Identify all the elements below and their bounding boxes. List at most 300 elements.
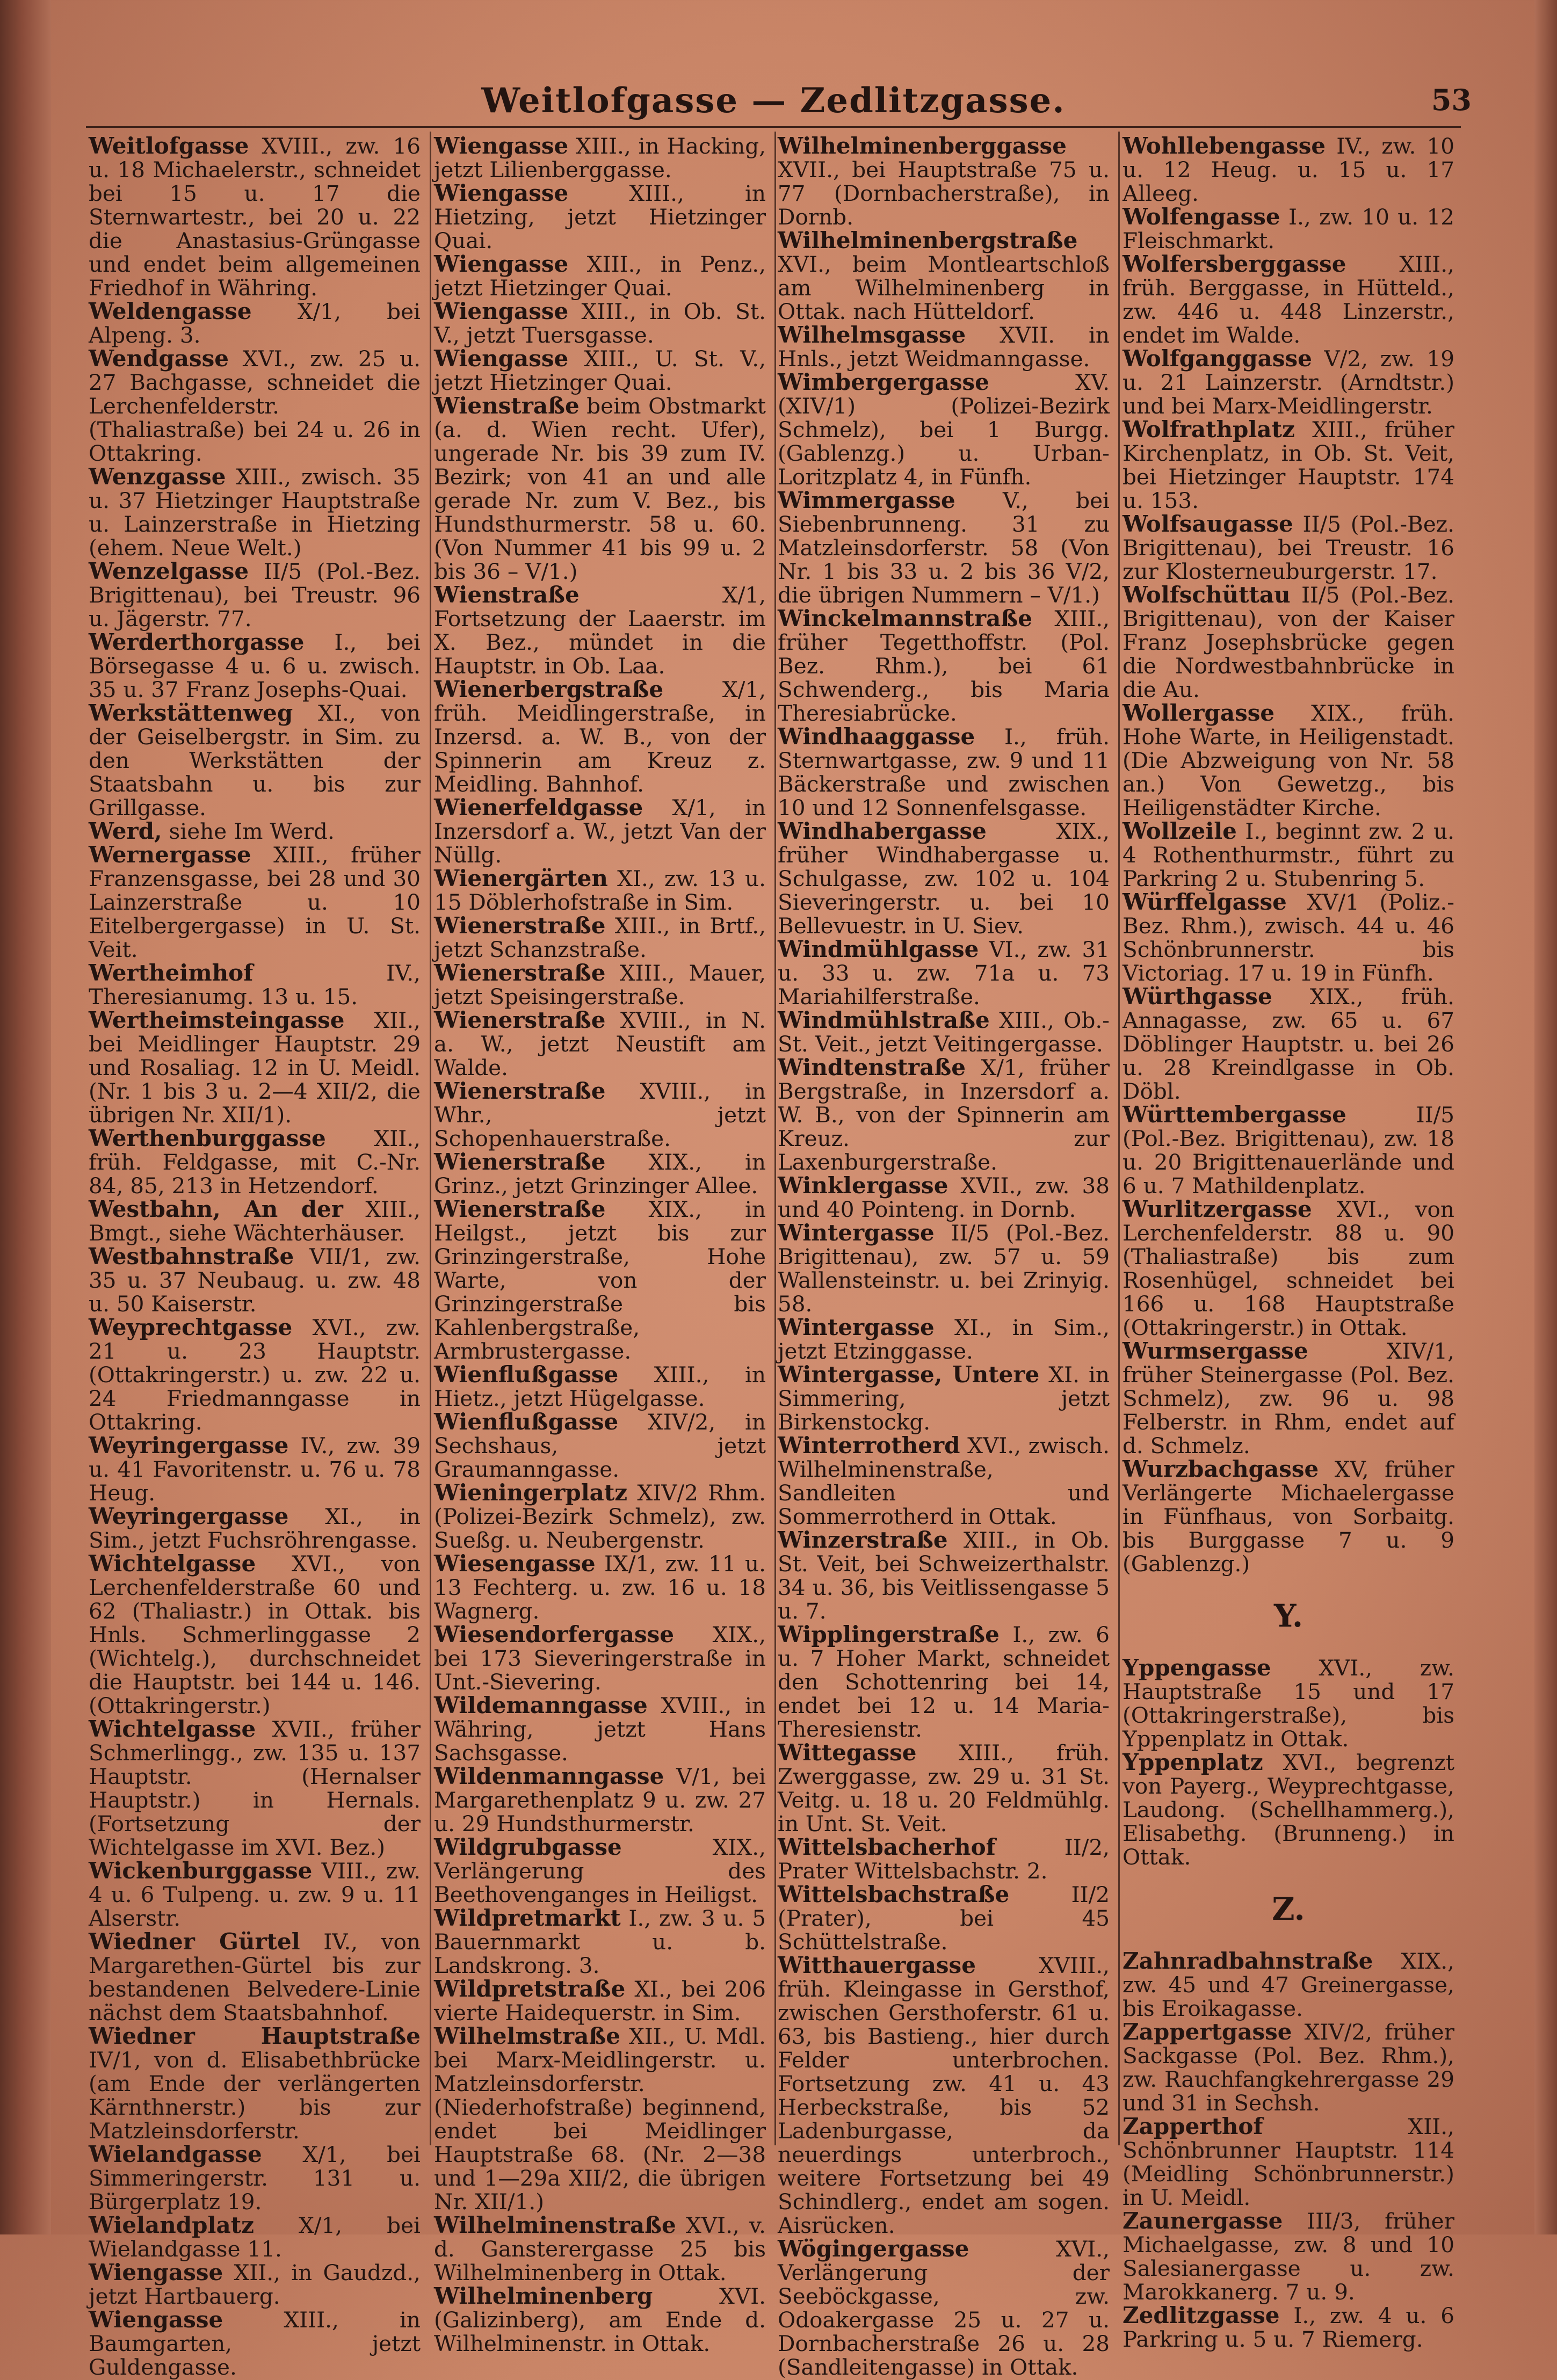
- street-description: XVI., zw. 21 u. 23 Hauptstr. (Ottakringerstr.) u. zw. 22 u. 24 Friedmanngasse in Ottakring.: [89, 1315, 421, 1435]
- street-entry: [1123, 2020, 1454, 2115]
- street-description: XVII., bei Hauptstraße 75 u. 77 (Dornbacherstraße), in Dornb.: [778, 157, 1110, 230]
- street-name: Wildemanngasse: [434, 1692, 648, 1718]
- street-description: XIII., in Hietzing, jetzt Hietzinger Quai.: [434, 180, 766, 253]
- street-name: Wilhelmsgasse: [778, 322, 966, 348]
- street-entry: [1123, 2209, 1454, 2304]
- street-name: Wienerstraße: [434, 1078, 606, 1104]
- street-entry: [434, 182, 766, 252]
- street-name: Yppengasse: [1123, 1655, 1271, 1681]
- street-description: XI., in Sim., jetzt Etzinggasse.: [778, 1315, 1110, 1364]
- street-name: Wielandplatz: [89, 2212, 254, 2238]
- street-description: IV., von Margarethen-Gürtel bis zur bestandenen Belvedere-Linie nächst dem Staatsbahnhof.: [89, 1929, 421, 2026]
- street-description: II/2 (Prater), bei 45 Schüttelstraße.: [778, 1882, 1110, 1955]
- street-entry: [434, 300, 766, 347]
- street-name: Winterrotherd: [778, 1432, 960, 1459]
- street-description: XIII., Mauer, jetzt Speisingerstraße.: [434, 960, 766, 1010]
- street-name: Wertheimhof: [89, 960, 254, 986]
- street-name: Württembergasse: [1123, 1101, 1346, 1128]
- street-entry: [1123, 985, 1454, 1103]
- street-description: XIII., in Baumgarten, jetzt Guldengasse.: [89, 2307, 421, 2380]
- street-description: X/1, bei Simmeringerstr. 131 u. Bürgerplatz 19.: [89, 2142, 421, 2215]
- street-description: I., zw. 6 u. 7 Hoher Markt, schneidet den Schottenring bei 14, endet bei 12 u. 14 Maria-Theresienstr.: [778, 1622, 1110, 1742]
- street-name: Weyringergasse: [89, 1503, 289, 1529]
- street-description: X/1, in Inzersdorf a. W., jetzt Van der Nüllg.: [434, 795, 766, 868]
- street-description: XIII., früher Tegetthoffstr. (Pol. Bez. Rhm.), bei 61 Schwenderg., bis Maria Theresiabrücke.: [778, 606, 1110, 726]
- street-name: Wernergasse: [89, 841, 251, 868]
- street-name: Windmühlgasse: [778, 936, 979, 962]
- street-entry: [434, 1552, 766, 1623]
- street-entry: [89, 347, 421, 465]
- street-name: Werthenburggasse: [89, 1125, 326, 1151]
- street-entry: [778, 371, 1110, 489]
- street-entry: [434, 1694, 766, 1765]
- street-description: X/1, bei Alpeng. 3.: [89, 299, 421, 348]
- street-description: XIII., früh. Zwerggasse, zw. 29 u. 31 St. Veitg. u. 18 u. 20 Feldmühlg. in Unt. St. Veit.: [778, 1740, 1110, 1837]
- street-description: X/1, früher Bergstraße, in Inzersdorf a. W. B., von der Spinnerin am Kreuz. zur Laxenburgerstraße.: [778, 1055, 1110, 1175]
- street-entry: [434, 394, 766, 583]
- street-name: Wienflußgasse: [434, 1409, 619, 1435]
- street-name: Wurlitzergasse: [1123, 1196, 1312, 1222]
- street-entry: [89, 1316, 421, 1434]
- street-entry: [434, 2025, 766, 2214]
- street-description: IV., Theresianumg. 13 u. 15.: [89, 960, 421, 1010]
- street-name: Wurmsergasse: [1123, 1338, 1308, 1364]
- street-description: XIII., früher Franzensgasse, bei 28 und 30 Lainzerstraße u. 10 Eitelbergergasse) in U. St. Veit.: [89, 842, 421, 962]
- street-entry: [778, 725, 1110, 819]
- street-name: Wimbergergasse: [778, 369, 989, 395]
- street-entry: [434, 1410, 766, 1481]
- street-entry: [778, 1056, 1110, 1174]
- street-description: I., zw. 10 u. 12 Fleischmarkt.: [1123, 204, 1454, 253]
- street-entry: [89, 465, 421, 560]
- street-entry: [89, 843, 421, 961]
- street-entry: [89, 1198, 421, 1245]
- street-name: Wienerbergstraße: [434, 676, 664, 702]
- street-entry: [89, 1008, 421, 1127]
- street-description: XVII., früher Schmerlingg., zw. 135 u. 137 Hauptstr. (Hernalser Hauptstr.) in Hernals. (Fortsetzung der Wichtelgasse im XVI. Bez.): [89, 1716, 421, 1860]
- street-name: Wienflußgasse: [434, 1361, 619, 1388]
- street-name: Zappertgasse: [1123, 2019, 1292, 2045]
- street-entry: [778, 1434, 1110, 1528]
- street-entry: [89, 1930, 421, 2025]
- street-description: IV., zw. 39 u. 41 Favoritenstr. u. 76 u. 78 Heug.: [89, 1433, 421, 1506]
- street-name: Wilhelminenbergstraße: [778, 227, 1078, 253]
- street-name: Zaunergasse: [1123, 2208, 1283, 2234]
- street-name: Wolfsaugasse: [1123, 511, 1293, 537]
- street-name: Würthgasse: [1123, 983, 1272, 1010]
- street-description: XII., U. Mdl. bei Marx-Meidlingerstr. u. Matzleinsdorferstr. (Niederhofstraße) beginnend, endet bei Meidlinger Hauptstraße 68. (Nr. 2—38 und 1—29a XII/2, die übrigen Nr. XII/1.): [434, 2023, 766, 2215]
- street-entry: [434, 1079, 766, 1150]
- street-name: Wilhelminenberg: [434, 2283, 653, 2309]
- street-entry: [89, 1245, 421, 1316]
- street-name: Windhabergasse: [778, 818, 987, 844]
- street-entry: [434, 914, 766, 961]
- street-description: XI., zw. 13 u. 15 Döblerhofstraße in Sim.: [434, 866, 766, 915]
- street-name: Winklergasse: [778, 1172, 948, 1199]
- street-description: XVIII., in Whr., jetzt Schopenhauerstraße.: [434, 1078, 766, 1151]
- street-name: Wittegasse: [778, 1739, 917, 1766]
- running-head: Weitlofgasse — Zedlitzgasse.: [481, 81, 1066, 121]
- street-entry: [434, 1765, 766, 1835]
- street-entry: [434, 796, 766, 867]
- street-entry: [89, 630, 421, 701]
- street-name: Wildpretmarkt: [434, 1905, 621, 1931]
- street-entry: [89, 1717, 421, 1859]
- street-name: Winckelmannstraße: [778, 605, 1033, 632]
- street-name: Wiengasse: [89, 2259, 223, 2285]
- street-name: Wildenmanngasse: [434, 1763, 664, 1789]
- street-name: Wiesendorfergasse: [434, 1621, 675, 1648]
- street-entry: [434, 1481, 766, 1552]
- street-entry: [434, 1198, 766, 1363]
- street-name: Wiengasse: [434, 180, 569, 206]
- street-description: I., zw. 3 u. 5 Bauernmarkt u. b. Landskrong. 3.: [434, 1905, 766, 1978]
- street-name: Wielandgasse: [89, 2141, 262, 2167]
- street-name: Wintergasse, Untere: [778, 1361, 1040, 1388]
- street-name: Wilhelminenstraße: [434, 2212, 676, 2238]
- street-name: Wienerstraße: [434, 1149, 606, 1175]
- street-description: beim Obstmarkt (a. d. Wien recht. Ufer), ungerade Nr. bis 39 zum IV. Bezirk; von 41 an und alle gerade Nr. zum V. Bez., bis Hundsthurmerstr. 58 u. 60. (Von Nummer 41 bis 99 u. 2 bis 36 – V/1.): [434, 393, 766, 584]
- street-name: Würffelgasse: [1123, 889, 1287, 915]
- street-entry: [1123, 701, 1454, 819]
- street-description: XI., in Sim., jetzt Fuchsröhrengasse.: [89, 1504, 421, 1553]
- street-name: Wenzgasse: [89, 463, 226, 490]
- street-description: V/2, zw. 19 u. 21 Lainzerstr. (Arndtstr.) und bei Marx-Meidlingerstr.: [1123, 346, 1454, 419]
- street-entry: [1123, 512, 1454, 583]
- street-description: XVI., v. d. Gansterergasse 25 bis Wilhelminenberg in Ottak.: [434, 2212, 766, 2285]
- page-gutter-left: [0, 0, 51, 2234]
- street-entry: [778, 1528, 1110, 1623]
- street-name: Wollzeile: [1123, 818, 1237, 844]
- street-entry: [778, 1316, 1110, 1363]
- street-entry: [1123, 1751, 1454, 1869]
- street-entry: [1123, 252, 1454, 347]
- column-3: [778, 133, 1110, 2380]
- street-description: II/5 (Pol.-Bez. Brigittenau), von der Kaiser Franz Josephsbrücke gegen die Nordwestbahnbrücke in die Au.: [1123, 582, 1454, 702]
- street-description: II/2, Prater Wittelsbachstr. 2.: [778, 1834, 1110, 1884]
- street-name: Wildgrubgasse: [434, 1834, 622, 1860]
- street-name: Witthauergasse: [778, 1952, 976, 1978]
- street-entry: [778, 938, 1110, 1008]
- street-name: Wendgasse: [89, 345, 229, 372]
- street-entry: [1123, 418, 1454, 512]
- street-entry: [778, 1008, 1110, 1056]
- street-entry: [778, 1883, 1110, 1954]
- street-entry: [434, 1623, 766, 1694]
- street-description: II/5 (Pol.-Bez. Brigittenau), bei Treustr. 96 u. Jägerstr. 77.: [89, 558, 421, 632]
- street-description: XVI., zw. 25 u. 27 Bachgasse, schneidet die Lerchenfelderstr. (Thaliastraße) bei 24 u. 26 in Ottakring.: [89, 346, 421, 466]
- street-entry: [434, 2284, 766, 2355]
- street-description: XIII., U. St. V., jetzt Hietzinger Quai.: [434, 346, 766, 395]
- street-description: XIX., bei 173 Sieveringerstraße in Unt.-Sievering.: [434, 1622, 766, 1695]
- street-name: Zapperthof: [1123, 2113, 1263, 2139]
- street-name: Wurzbachgasse: [1123, 1456, 1319, 1482]
- street-name: Wienerstraße: [434, 1007, 606, 1033]
- street-entry: [778, 1835, 1110, 1883]
- street-entry: [1123, 1949, 1454, 2020]
- street-description: XII., in Gaudzd., jetzt Hartbauerg.: [89, 2260, 421, 2309]
- street-entry: [1123, 1656, 1454, 1751]
- street-description: XVIII., früh. Kleingasse in Gersthof, zwischen Gersthoferstr. 61 u. 63, bis Bastieng., hier durch Felder unterbrochen. Fortsetzung zw. 41 u. 43 Herbeckstraße, bis 52 Ladenburgasse, da neuerdings unterbroch., weitere Fortsetzung bei 49 Schindlerg., endet am sogen. Aisrücken.: [778, 1953, 1110, 2238]
- street-entry: [434, 2214, 766, 2284]
- street-name: Wimmergasse: [778, 487, 955, 513]
- street-entry: [1123, 583, 1454, 701]
- street-description: V/1, bei Margarethenplatz 9 u. zw. 27 u. 29 Hundsthurmerstr.: [434, 1764, 766, 1837]
- street-name: Wipplingerstraße: [778, 1621, 1000, 1648]
- street-description: I., zw. 4 u. 6 Parkring u. 5 u. 7 Riemerg.: [1123, 2303, 1454, 2352]
- street-entry: [434, 134, 766, 182]
- street-description: XVI., begrenzt von Payerg., Weyprechtgasse, Laudong. (Schellhammerg.), Elisabethg. (Brunneng.) in Ottak.: [1123, 1750, 1454, 1870]
- street-entry: [778, 1741, 1110, 1835]
- street-description: XIII., zwisch. 35 u. 37 Hietzinger Hauptstraße u. Lainzerstraße in Hietzing (ehem. Neue Welt.): [89, 464, 421, 561]
- street-entry: [1123, 1339, 1454, 1457]
- street-entry: [89, 2308, 421, 2379]
- street-description: XIX., Verlängerung des Beethovenganges in Heiligst.: [434, 1834, 766, 1907]
- street-description: XIV/2, in Sechshaus, jetzt Graumanngasse.: [434, 1409, 766, 1482]
- street-name: Wichtelgasse: [89, 1550, 256, 1577]
- street-entry: [778, 1954, 1110, 2237]
- street-name: Wienerstraße: [434, 1196, 606, 1222]
- street-name: Wollergasse: [1123, 700, 1275, 726]
- street-entry: [89, 961, 421, 1008]
- street-entry: [778, 1623, 1110, 1741]
- street-entry: [434, 252, 766, 300]
- street-entry: [434, 867, 766, 914]
- street-description: IV., zw. 10 u. 12 Heug. u. 15 u. 17 Alleeg.: [1123, 133, 1454, 206]
- street-name: Wögingergasse: [778, 2236, 969, 2262]
- street-description: XIII., früh. Berggasse, in Hütteld., zw. 446 u. 448 Linzerstr., endet im Walde.: [1123, 251, 1454, 348]
- street-name: Westbahnstraße: [89, 1243, 294, 1269]
- street-entry: [89, 819, 421, 843]
- street-description: XII., Schönbrunner Hauptstr. 114 (Meidling Schönbrunnerstr.) in U. Meidl.: [1123, 2114, 1454, 2210]
- street-name: Wichtelgasse: [89, 1716, 256, 1742]
- street-description: XI. in Simmering, jetzt Birkenstockg.: [778, 1362, 1110, 1435]
- street-description: X/1, bei Wielandgasse 11.: [89, 2212, 421, 2262]
- street-name: Wittelsbacherhof: [778, 1834, 996, 1860]
- street-description: IX/1, zw. 11 u. 13 Fechterg. u. zw. 16 u. 18 Wagnerg.: [434, 1551, 766, 1624]
- street-name: Wolfganggasse: [1123, 345, 1312, 372]
- street-name: Wilhelminenberggasse: [778, 133, 1067, 159]
- street-entry: [89, 560, 421, 630]
- street-name: Winzerstraße: [778, 1527, 948, 1553]
- street-name: Weitlofgasse: [89, 133, 249, 159]
- street-name: Wiengasse: [434, 133, 569, 159]
- street-name: Zahnradbahnstraße: [1123, 1948, 1373, 1974]
- street-description: XVI. (Galizinberg), am Ende d. Wilhelminenstr. in Ottak.: [434, 2283, 766, 2356]
- street-description: VI., zw. 31 u. 33 u. zw. 71a u. 73 Mariahilferstraße.: [778, 937, 1110, 1010]
- street-entry: [89, 2143, 421, 2214]
- street-entry: [434, 961, 766, 1008]
- street-entry: [1123, 2115, 1454, 2209]
- street-description: II/5 (Pol.-Bez. Brigittenau), zw. 57 u. 59 Wallensteinstr. u. bei Zrinyig. 58.: [778, 1220, 1110, 1317]
- street-description: XIX., in Heilgst., jetzt bis zur Grinzingerstraße, Hohe Warte, von der Grinzingerstraße bis Kahlenbergstraße, Armbrustergasse.: [434, 1196, 766, 1364]
- street-entry: [434, 583, 766, 678]
- street-description: XIV/1, früher Steinergasse (Pol. Bez. Schmelz), zw. 96 u. 98 Felberstr. in Rhm, endet auf d. Schmelz.: [1123, 1338, 1454, 1459]
- street-name: Windtenstraße: [778, 1054, 966, 1080]
- street-name: Weldengasse: [89, 298, 252, 324]
- street-description: XIV/2 Rhm. (Polizei-Bezirk Schmelz), zw. Sueßg. u. Neubergenstr.: [434, 1480, 766, 1553]
- street-entry: [434, 1906, 766, 1977]
- street-name: Wenzelgasse: [89, 558, 249, 584]
- street-name: Zedlitzgasse: [1123, 2302, 1280, 2328]
- street-entry: [89, 1859, 421, 1930]
- street-name: Windmühlstraße: [778, 1007, 990, 1033]
- street-description: I., früh. Sternwartgasse, zw. 9 und 11 Bäckerstraße und zwischen 10 und 12 Sonnenfelsgasse.: [778, 724, 1110, 821]
- street-entry: [778, 323, 1110, 371]
- street-description: II/5 (Pol.-Bez. Brigittenau), zw. 18 u. 20 Brigittenauerlände und 6 u. 7 Mathildenplatz.: [1123, 1102, 1454, 1199]
- street-description: VII/1, zw. 35 u. 37 Neubaug. u. zw. 48 u. 50 Kaiserstr.: [89, 1244, 421, 1317]
- street-entry: [778, 1174, 1110, 1221]
- street-name: Wildpretstraße: [434, 1976, 626, 2002]
- street-entry: [89, 701, 421, 819]
- street-entry: [89, 2214, 421, 2261]
- street-description: XII., bei Meidlinger Hauptstr. 29 und Rosaliag. 12 in U. Meidl. (Nr. 1 bis 3 u. 2—4 XII/2, die übrigen Nr. XII/1).: [89, 1007, 421, 1128]
- street-name: Wienstraße: [434, 582, 580, 608]
- street-description: XVII. in Hnls., jetzt Weidmanngasse.: [778, 322, 1110, 372]
- street-description: XVIII., in N. a. W., jetzt Neustift am Walde.: [434, 1007, 766, 1080]
- street-name: Wiengasse: [434, 345, 569, 372]
- street-description: XIV/2, früher Sackgasse (Pol. Bez. Rhm.), zw. Rauchfangkehrergasse 29 und 31 in Sechsh.: [1123, 2019, 1454, 2116]
- street-entry: [1123, 347, 1454, 418]
- street-entry: [1123, 1198, 1454, 1339]
- street-name: Wiedner Gürtel: [89, 1928, 300, 1955]
- street-entry: [778, 1363, 1110, 1434]
- street-description: XIII., früher Kirchenplatz, in Ob. St. Veit, bei Hietzinger Hauptstr. 174 u. 153.: [1123, 417, 1454, 513]
- street-description: XIX., zw. 45 und 47 Greinergasse, bis Eroikagasse.: [1123, 1948, 1454, 2021]
- street-entry: [89, 2261, 421, 2308]
- street-description: V., bei Siebenbrunneng. 31 zu Matzleinsdorferstr. 58 (Von Nr. 1 bis 33 u. 2 bis 36 V/2, die übrigen Nummern – V/1.): [778, 488, 1110, 608]
- street-description: XIX., früh. Hohe Warte, in Heiligenstadt. (Die Abzweigung von Nr. 58 an.) Von Gewetzg., bis Heiligenstädter Kirche.: [1123, 700, 1454, 821]
- street-name: Wolfersberggasse: [1123, 251, 1346, 277]
- street-description: XIII., in Hacking, jetzt Lilienberggasse.: [434, 133, 766, 183]
- page-header: [86, 81, 1472, 124]
- street-entry: [778, 1221, 1110, 1316]
- street-name: Werderthorgasse: [89, 629, 305, 655]
- street-name: Wiengasse: [89, 2306, 223, 2333]
- street-name: Wienerstraße: [434, 912, 606, 939]
- street-entry: [1123, 890, 1454, 985]
- street-description: XI., bei 206 vierte Haidequerstr. in Sim.: [434, 1976, 766, 2026]
- street-name: Wolfengasse: [1123, 204, 1280, 230]
- street-description: XIX., früher Windhabergasse u. Schulgasse, zw. 102 u. 104 Sieveringerstr. u. bei 10 Bellevuestr. in U. Siev.: [778, 818, 1110, 939]
- street-entry: [89, 134, 421, 300]
- street-entry: [778, 819, 1110, 938]
- street-entry: [434, 347, 766, 394]
- street-name: Wintergasse: [778, 1314, 935, 1340]
- street-entry: [778, 607, 1110, 725]
- header-rule: [86, 126, 1461, 128]
- directory-columns: [89, 133, 1464, 2380]
- street-description: XVII., zw. 38 und 40 Pointeng. in Dornb.: [778, 1173, 1110, 1222]
- street-description: XIII., in Brtf., jetzt Schanzstraße.: [434, 913, 766, 962]
- street-description: IV/1, von d. Elisabethbrücke (am Ende der verlängerten Kärnthnerstr.) bis zur Matzleinsdorferstr.: [89, 2047, 421, 2144]
- street-entry: [1123, 1103, 1454, 1198]
- street-description: X/1, früh. Meidlingerstraße, in Inzersd. a. W. B., von der Spinnerin am Kreuz z. Meidling. Bahnhof.: [434, 677, 766, 797]
- street-name: Wienerstraße: [434, 960, 606, 986]
- street-entry: [89, 1552, 421, 1717]
- street-description: XVI., Verlängerung der Seeböckgasse, zw. Odoakergasse 25 u. 27 u. Dornbacherstraße 26 u. 28 (Sandleitengasse) in Ottak.: [778, 2236, 1110, 2380]
- street-entry: [778, 134, 1110, 229]
- street-entry: [1123, 1457, 1454, 1576]
- street-entry: [778, 489, 1110, 607]
- page-edge-right: [1534, 0, 1557, 2234]
- street-description: XVIII., zw. 16 u. 18 Michaelerstr., schneidet bei 15 u. 17 die Sternwartestr., bei 20 u. 22 die Anastasius-Grüngasse und endet beim allgemeinen Friedhof in Währing.: [89, 133, 421, 301]
- street-description: XIII., Ob.-St. Veit., jetzt Veitingergasse.: [778, 1007, 1110, 1057]
- street-entry: [89, 1434, 421, 1505]
- street-entry: [434, 1363, 766, 1410]
- street-entry: [89, 1127, 421, 1198]
- street-entry: [89, 300, 421, 347]
- street-entry: [1123, 205, 1454, 252]
- street-description: XV/1 (Poliz.-Bez. Rhm.), zwisch. 44 u. 46 Schönbrunnerstr. bis Victoriag. 17 u. 19 in Fünfh.: [1123, 889, 1454, 986]
- street-description: XVI., zw. Hauptstraße 15 und 17 (Ottakringerstraße), bis Yppenplatz in Ottak.: [1123, 1655, 1454, 1752]
- street-entry: [778, 2237, 1110, 2379]
- street-entry: [89, 2025, 421, 2143]
- street-description: I., bei Börsegasse 4 u. 6 u. zwisch. 35 u. 37 Franz Josephs-Quai.: [89, 629, 421, 702]
- street-description: XVI., von Lerchenfelderstr. 88 u. 90 (Thaliastraße) bis zum Rosenhügel, schneidet bei 166 u. 168 Hauptstraße (Ottakringerstr.) in Ottak.: [1123, 1196, 1454, 1340]
- street-name: Wertheimsteingasse: [89, 1007, 345, 1033]
- street-name: Werd,: [89, 818, 162, 844]
- street-name: Wohllebengasse: [1123, 133, 1326, 159]
- street-name: Westbahn, An der: [89, 1196, 343, 1222]
- street-name: Wolfschüttau: [1123, 582, 1291, 608]
- street-name: Wolfrathplatz: [1123, 416, 1295, 442]
- street-name: Wienergärten: [434, 865, 608, 891]
- street-description: XIII., in Ob. St. V., jetzt Tuersgasse.: [434, 299, 766, 348]
- street-entry: [778, 229, 1110, 323]
- street-entry: [1123, 2304, 1454, 2351]
- street-description: XII., früh. Feldgasse, mit C.-Nr. 84, 85, 213 in Hetzendorf.: [89, 1126, 421, 1199]
- street-description: XIX., früh. Annagasse, zw. 65 u. 67 Döblinger Hauptstr. u. bei 26 u. 28 Kreindlgasse in Ob. Döbl.: [1123, 984, 1454, 1104]
- section-letter: Y.: [1273, 1598, 1303, 1634]
- street-name: Yppenplatz: [1123, 1749, 1263, 1775]
- street-entry: [434, 1150, 766, 1198]
- street-description: I., beginnt zw. 2 u. 4 Rothenthurmstr., führt zu Parkring 2 u. Stubenring 5.: [1123, 818, 1454, 891]
- street-entry: [434, 1835, 766, 1906]
- street-name: Wittelsbachstraße: [778, 1881, 1010, 1907]
- street-description: XIX., in Grinz., jetzt Grinzinger Allee.: [434, 1149, 766, 1199]
- street-description: XIII., in Penz., jetzt Hietzinger Quai.: [434, 251, 766, 301]
- street-entry: [434, 1008, 766, 1079]
- street-entry: [1123, 134, 1454, 205]
- street-name: Wilhelmstraße: [434, 2023, 621, 2049]
- street-name: Wiengasse: [434, 298, 569, 324]
- section-letter: Z.: [1272, 1891, 1305, 1927]
- street-name: Windhaaggasse: [778, 723, 975, 750]
- street-name: Wickenburggasse: [89, 1857, 313, 1884]
- street-name: Wiedner Hauptstraße: [89, 2023, 421, 2049]
- street-description: XIII., in Ob. St. Veit, bei Schweizerthalstr. 34 u. 36, bis Veitlissengasse 5 u. 7.: [778, 1527, 1110, 1624]
- street-entry: [1123, 819, 1454, 890]
- street-name: Werkstättenweg: [89, 700, 293, 726]
- street-description: X/1, Fortsetzung der Laaerstr. im X. Bez., mündet in die Hauptstr. in Ob. Laa.: [434, 582, 766, 679]
- street-name: Wintergasse: [778, 1220, 935, 1246]
- street-description: XV. (XIV/1) (Polizei-Bezirk Schmelz), bei 1 Burgg. (Gablenzg.) u. Urban-Loritzplatz 4, in Fünfh.: [778, 369, 1110, 490]
- street-name: Wienerfeldgasse: [434, 794, 643, 821]
- street-description: XVI., zwisch. Wilhelminenstraße, Sandleiten und Sommerrotherd in Ottak.: [778, 1433, 1110, 1529]
- street-description: XIII., in Hietz., jetzt Hügelgasse.: [434, 1362, 766, 1411]
- street-entry: [434, 1977, 766, 2025]
- street-name: Weyprechtgasse: [89, 1314, 293, 1340]
- street-name: Wiengasse: [434, 251, 569, 277]
- street-entry: [89, 1505, 421, 1552]
- street-description: XVIII., in Währing, jetzt Hans Sachsgasse.: [434, 1693, 766, 1766]
- street-name: Weyringergasse: [89, 1432, 289, 1459]
- column-4: [1123, 133, 1454, 2352]
- column-1: [89, 133, 421, 2380]
- street-name: Wienstraße: [434, 393, 580, 419]
- street-description: XVI., von Lerchenfelderstraße 60 und 62 (Thaliastr.) in Ottak. bis Hnls. Schmerlinggasse 2 (Wichtelg.), durchschneidet die Hauptstr. bei 144 u. 146. (Ottakringerstr.): [89, 1551, 421, 1718]
